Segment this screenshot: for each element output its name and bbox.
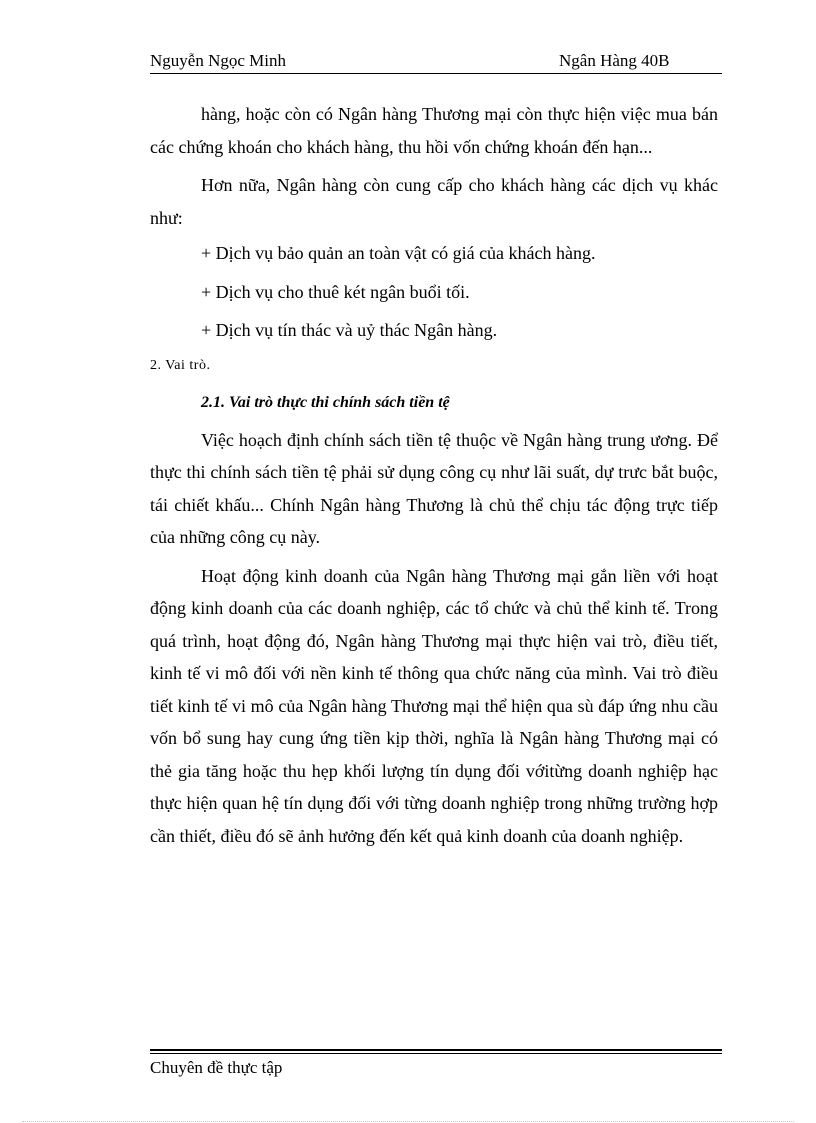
service-item: + Dịch vụ bảo quản an toàn vật có giá của khách hàng. [201,243,596,263]
page-edge-dotted-line [22,1121,794,1122]
footer-text: Chuyên đề thực tập [150,1058,283,1077]
paragraph-services-intro: Hơn nữa, Ngân hàng còn cung cấp cho khách hàng các dịch vụ khác như: [150,175,718,228]
footer-rule-thin [150,1053,722,1054]
paragraph-business-role: Hoạt động kinh doanh của Ngân hàng Thương mại gắn liền với hoạt động kinh doanh của các doanh nghiệp, các tổ chức và chủ thể kinh tế. Trong quá trình, hoạt động đó, Ngân hàng Thương mại thực hiện vai trò, điều tiết, kinh tế vi mô đối với nền kinh tế thông qua chức năng của mình. Vai trò điều tiết kinh tế vi mô của Ngân hàng Thương mại thể hiện qua sù đáp ứng nhu cầu vốn bổ sung hay cung ứng tiền kịp thời, nghĩa là Ngân hàng Thương mại có thẻ gia tăng hoặc thu hẹp khối lượng tín dụng đối vớitừng doanh nghiệp hạc thực hiện quan hệ tín dụng đối với từng doanh nghiệp trong những trường hợp cần thiết, điều đó sẽ ảnh hưởng đến kết quả kinh doanh của doanh nghiệp. [150,565,718,846]
header-class-name: Ngân Hàng 40B [559,51,670,70]
page-footer [150,1049,722,1078]
subsection-heading: 2.1. Vai trò thực thi chính sách tiền tệ [201,393,450,411]
service-item: + Dịch vụ cho thuê két ngân buổi tối. [201,281,470,302]
section-heading: 2. Vai trò. [150,357,211,373]
paragraph-monetary-policy: Việc hoạch định chính sách tiền tệ thuộc về Ngân hàng trung ương. Để thực thi chính sách tiền tệ phải sử dụng công cụ như lãi suất, dự trưc bắt buộc, tái chiết khấu... Chính Ngân hàng Thương là chủ thể chịu tác động trực tiếp của những công cụ này. [150,429,718,547]
paragraph-continuation: hàng, hoặc còn có Ngân hàng Thương mại còn thực hiện việc mua bán các chứng khoán cho khách hàng, thu hồi vốn chứng khoán đến hạn... [150,104,718,157]
page-header [150,51,722,75]
service-item: + Dịch vụ tín thác và uỷ thác Ngân hàng. [201,320,498,340]
document-body [150,98,718,852]
header-rule [150,73,722,74]
footer-rule-thick [150,1049,722,1051]
header-author: Nguyễn Ngọc Minh [150,51,286,70]
